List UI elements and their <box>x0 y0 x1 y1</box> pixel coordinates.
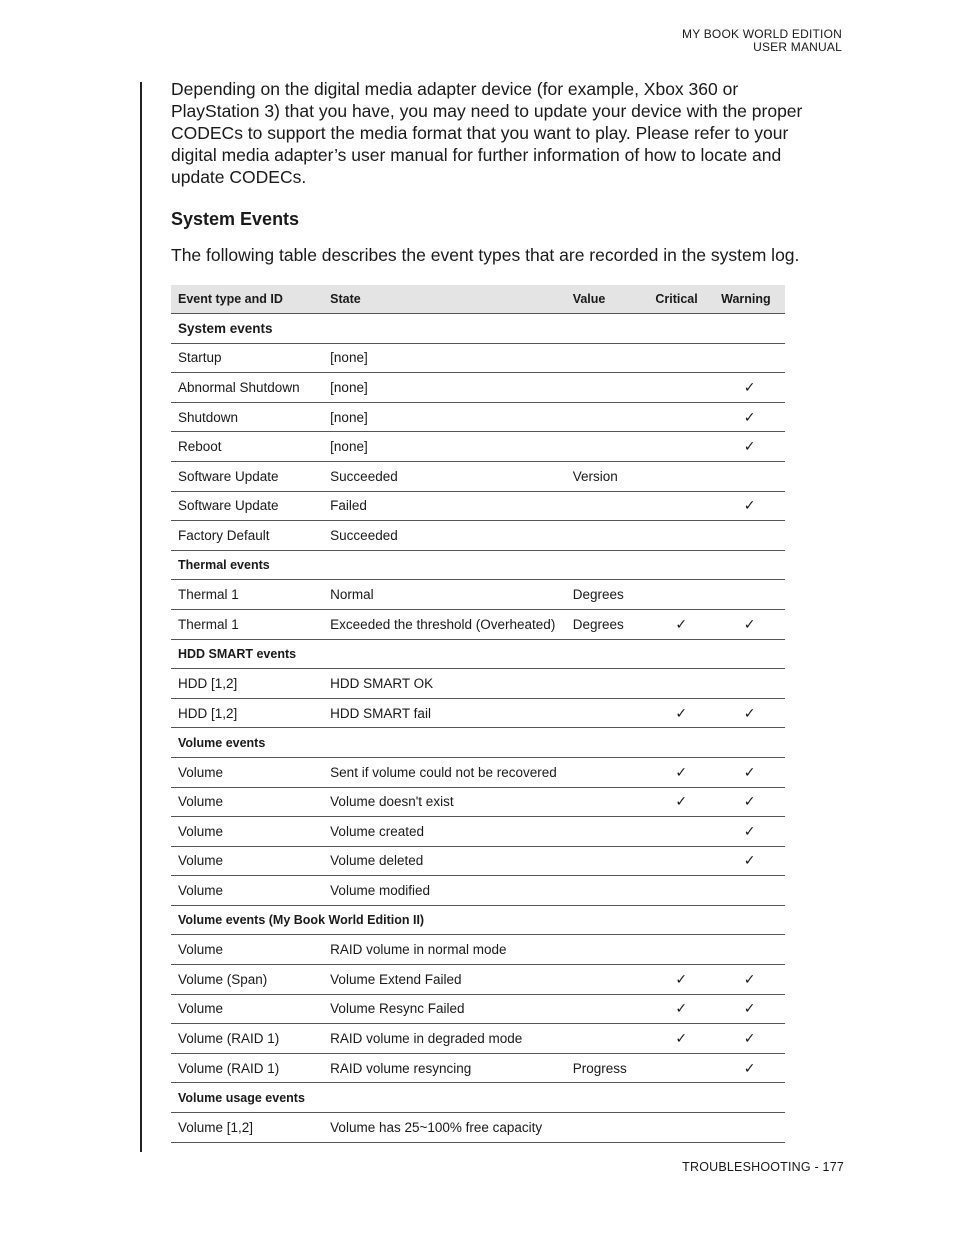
cell-value <box>566 491 649 521</box>
lead-paragraph: The following table describes the event types that are recorded in the system log. <box>171 245 800 265</box>
table-row <box>171 580 785 610</box>
table-row <box>171 1113 785 1143</box>
page-footer: TROUBLESHOOTING - 177 <box>682 1160 844 1174</box>
table-section-row <box>171 728 785 758</box>
cell-critical <box>648 402 714 432</box>
section-label: HDD SMART events <box>171 639 785 669</box>
cell-event-type: Factory Default <box>171 521 323 551</box>
cell-value <box>566 698 649 728</box>
system-events-table <box>171 285 785 1143</box>
cell-event-type: Thermal 1 <box>171 609 323 639</box>
cell-event-type: Thermal 1 <box>171 580 323 610</box>
cell-value <box>566 965 649 995</box>
cell-event-type: Volume <box>171 817 323 847</box>
table-section-row <box>171 905 785 935</box>
cell-critical <box>648 669 714 699</box>
cell-state: Volume created <box>323 817 566 847</box>
cell-value <box>566 935 649 965</box>
cell-event-type: Volume <box>171 757 323 787</box>
section-label: Volume usage events <box>171 1083 785 1113</box>
cell-value: Degrees <box>566 609 649 639</box>
cell-value: Progress <box>566 1053 649 1083</box>
cell-event-type: Volume <box>171 787 323 817</box>
table-section-row <box>171 1083 785 1113</box>
cell-warning: ✓ <box>714 846 785 876</box>
margin-rule <box>140 82 142 1152</box>
cell-warning: ✓ <box>714 432 785 462</box>
cell-value <box>566 402 649 432</box>
table-row <box>171 669 785 699</box>
table-row <box>171 343 785 373</box>
cell-event-type: Startup <box>171 343 323 373</box>
cell-state: [none] <box>323 402 566 432</box>
cell-event-type: Volume (Span) <box>171 965 323 995</box>
cell-event-type: Volume [1,2] <box>171 1113 323 1143</box>
cell-critical <box>648 373 714 403</box>
table-row <box>171 698 785 728</box>
cell-value <box>566 757 649 787</box>
cell-state: Volume doesn't exist <box>323 787 566 817</box>
intro-paragraph: Depending on the digital media adapter device (for example, Xbox 360 or PlayStation 3) that you have, you may need to update your device with the proper CODECs to support the media format that you want to play. Please refer to your digital media adapter’s user manual for further information of how to locate and update CODECs. <box>171 79 803 187</box>
cell-warning: ✓ <box>714 757 785 787</box>
header-warning: Warning <box>714 285 785 314</box>
cell-critical <box>648 580 714 610</box>
cell-state: Volume modified <box>323 876 566 906</box>
running-header <box>682 28 842 54</box>
cell-critical <box>648 343 714 373</box>
cell-event-type: HDD [1,2] <box>171 698 323 728</box>
cell-warning <box>714 935 785 965</box>
cell-event-type: Volume (RAID 1) <box>171 1024 323 1054</box>
cell-state: Volume has 25~100% free capacity <box>323 1113 566 1143</box>
cell-state: Volume Resync Failed <box>323 994 566 1024</box>
cell-critical: ✓ <box>648 757 714 787</box>
cell-warning: ✓ <box>714 373 785 403</box>
cell-warning <box>714 461 785 491</box>
cell-warning: ✓ <box>714 402 785 432</box>
table-row <box>171 521 785 551</box>
cell-value <box>566 817 649 847</box>
section-heading: System Events <box>171 209 300 229</box>
cell-event-type: Abnormal Shutdown <box>171 373 323 403</box>
cell-value <box>566 521 649 551</box>
cell-warning <box>714 580 785 610</box>
cell-critical <box>648 935 714 965</box>
cell-warning: ✓ <box>714 994 785 1024</box>
cell-value: Version <box>566 461 649 491</box>
table-row <box>171 491 785 521</box>
table-row <box>171 994 785 1024</box>
cell-event-type: Software Update <box>171 491 323 521</box>
cell-warning: ✓ <box>714 817 785 847</box>
cell-value <box>566 1024 649 1054</box>
cell-state: Sent if volume could not be recovered <box>323 757 566 787</box>
table-row <box>171 876 785 906</box>
table-row <box>171 1024 785 1054</box>
table-section-row <box>171 639 785 669</box>
cell-state: [none] <box>323 432 566 462</box>
table-header-row <box>171 285 785 314</box>
cell-warning: ✓ <box>714 491 785 521</box>
page-content <box>171 78 821 266</box>
cell-value <box>566 669 649 699</box>
table-row <box>171 965 785 995</box>
cell-critical: ✓ <box>648 965 714 995</box>
cell-critical <box>648 1053 714 1083</box>
cell-event-type: Volume <box>171 994 323 1024</box>
cell-event-type: Reboot <box>171 432 323 462</box>
cell-event-type: HDD [1,2] <box>171 669 323 699</box>
cell-warning <box>714 669 785 699</box>
cell-value <box>566 432 649 462</box>
table-row <box>171 787 785 817</box>
table-row <box>171 935 785 965</box>
cell-event-type: Software Update <box>171 461 323 491</box>
cell-critical <box>648 432 714 462</box>
cell-warning: ✓ <box>714 965 785 995</box>
cell-event-type: Volume <box>171 876 323 906</box>
cell-value: Degrees <box>566 580 649 610</box>
cell-critical: ✓ <box>648 698 714 728</box>
cell-state: Volume Extend Failed <box>323 965 566 995</box>
cell-critical <box>648 817 714 847</box>
cell-state: Normal <box>323 580 566 610</box>
cell-value <box>566 373 649 403</box>
cell-state: Succeeded <box>323 521 566 551</box>
header-title: MY BOOK WORLD EDITION <box>682 27 842 41</box>
header-event-type: Event type and ID <box>171 285 323 314</box>
cell-warning <box>714 521 785 551</box>
cell-value <box>566 343 649 373</box>
cell-value <box>566 787 649 817</box>
header-value: Value <box>566 285 649 314</box>
cell-warning: ✓ <box>714 1024 785 1054</box>
cell-state: Succeeded <box>323 461 566 491</box>
cell-warning: ✓ <box>714 1053 785 1083</box>
cell-critical <box>648 1113 714 1143</box>
cell-state: [none] <box>323 343 566 373</box>
table-section-row <box>171 550 785 580</box>
cell-event-type: Volume <box>171 935 323 965</box>
cell-state: RAID volume in normal mode <box>323 935 566 965</box>
section-label: System events <box>171 314 785 344</box>
header-subtitle: USER MANUAL <box>753 40 842 54</box>
cell-state: HDD SMART fail <box>323 698 566 728</box>
cell-critical <box>648 846 714 876</box>
cell-state: Failed <box>323 491 566 521</box>
cell-state: RAID volume resyncing <box>323 1053 566 1083</box>
table-row <box>171 757 785 787</box>
section-label: Volume events <box>171 728 785 758</box>
header-state: State <box>323 285 566 314</box>
table-row <box>171 846 785 876</box>
cell-warning <box>714 1113 785 1143</box>
cell-value <box>566 994 649 1024</box>
cell-critical: ✓ <box>648 609 714 639</box>
table-row <box>171 402 785 432</box>
cell-critical <box>648 491 714 521</box>
cell-state: RAID volume in degraded mode <box>323 1024 566 1054</box>
section-label: Volume events (My Book World Edition II) <box>171 905 785 935</box>
cell-state: Volume deleted <box>323 846 566 876</box>
cell-state: [none] <box>323 373 566 403</box>
cell-critical <box>648 521 714 551</box>
table-row <box>171 373 785 403</box>
cell-critical <box>648 876 714 906</box>
cell-critical: ✓ <box>648 994 714 1024</box>
cell-warning: ✓ <box>714 698 785 728</box>
table-row <box>171 432 785 462</box>
cell-warning <box>714 876 785 906</box>
table-row <box>171 609 785 639</box>
table-row <box>171 1053 785 1083</box>
table-row <box>171 461 785 491</box>
cell-event-type: Volume <box>171 846 323 876</box>
table-section-row <box>171 314 785 344</box>
cell-warning: ✓ <box>714 609 785 639</box>
cell-value <box>566 846 649 876</box>
cell-critical <box>648 461 714 491</box>
cell-critical: ✓ <box>648 787 714 817</box>
cell-event-type: Shutdown <box>171 402 323 432</box>
table-body <box>171 314 785 1143</box>
table-row <box>171 817 785 847</box>
cell-critical: ✓ <box>648 1024 714 1054</box>
cell-warning: ✓ <box>714 787 785 817</box>
section-label: Thermal events <box>171 550 785 580</box>
cell-warning <box>714 343 785 373</box>
cell-state: Exceeded the threshold (Overheated) <box>323 609 566 639</box>
header-critical: Critical <box>648 285 714 314</box>
cell-state: HDD SMART OK <box>323 669 566 699</box>
cell-value <box>566 1113 649 1143</box>
cell-value <box>566 876 649 906</box>
cell-event-type: Volume (RAID 1) <box>171 1053 323 1083</box>
